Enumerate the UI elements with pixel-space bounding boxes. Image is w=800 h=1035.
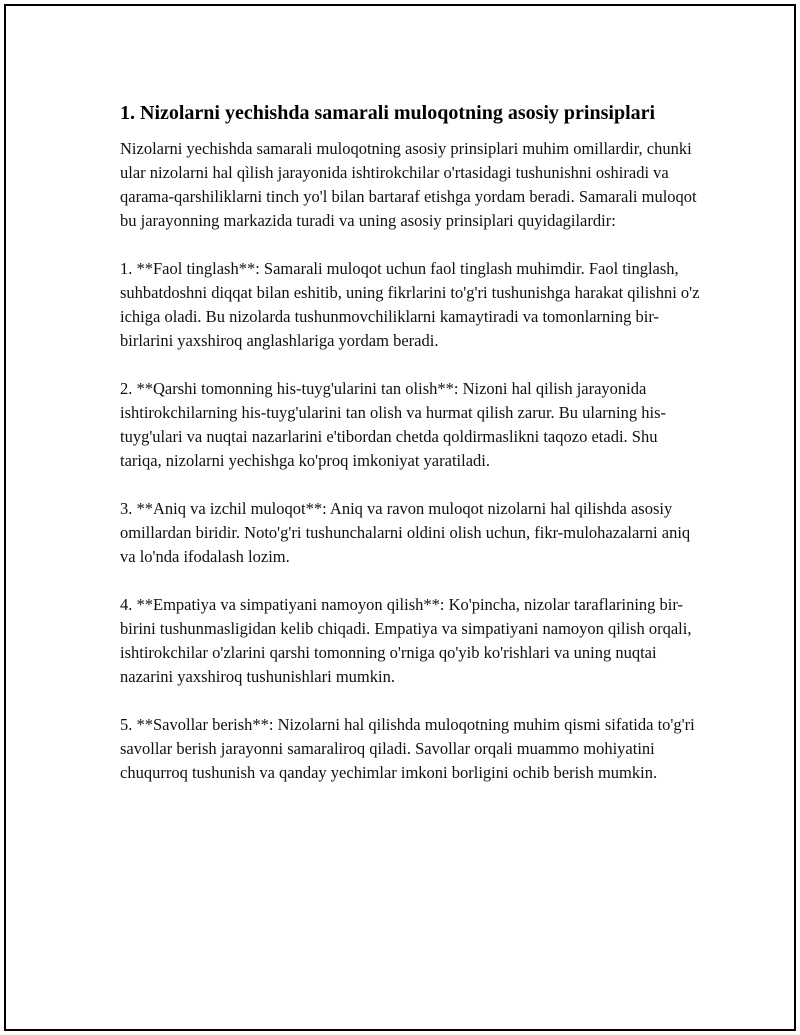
principle-acknowledge-feelings: 2. **Qarshi tomonning his-tuyg'ularini tan olish**: Nizoni hal qilish jarayonida ishtirokchilarning his-tuyg'ularini tan olish va hurmat qilish zarur. Bu ularning his-tuyg'ulari va nuqtai nazarlarini e'tibordan chetda qoldirmaslikni taqozo etadi. Shu tariqa, nizolarni yechishga ko'proq imkoniyat yaratiladi. bbox=[120, 379, 667, 470]
intro-paragraph: Nizolarni yechishda samarali muloqotning asosiy prinsiplari muhim omillardir, chunki ular nizolarni hal qìlish jarayonida ishtirokchilar o'rtasidagi tushunishni oshiradi va qarama-qarshiliklarni tinch yo'l bilan bartaraf etishga yordam beradi. Samarali muloqot bu jarayonning markazida turadi va uning asosiy prinsiplari quyidagilardir: bbox=[120, 139, 697, 230]
document-body bbox=[120, 100, 700, 785]
document-title: 1. Nizolarni yechishda samarali muloqotning asosiy prinsiplari bbox=[120, 102, 656, 124]
principle-active-listening: 1. **Faol tinglash**: Samarali muloqot uchun faol tinglash muhimdir. Faol tinglash, suhbatdoshni diqqat bilan eshitib, uning fikrlarini to'g'ri tushunishga harakat qilishni o'z ichiga oladi. Bu nizolarda tushunmovchiliklarni kamaytiradi va tomonlarning bir-birlarini yaxshiroq anglashlariga yordam beradi. bbox=[120, 259, 700, 350]
principle-asking-questions: 5. **Savollar berish**: Nizolarni hal qilishda muloqotning muhim qismi sifatida to'g'ri savollar berish jarayonni samaraliroq qiladi. Savollar orqali muammo mohiyatini chuqurroq tushunish va qanday yechimlar imkoni borligini ochib berish mumkin. bbox=[120, 715, 695, 782]
principle-clear-communication: 3. **Aniq va izchil muloqot**: Aniq va ravon muloqot nizolarni hal qilishda asosiy omillardan biridir. Noto'g'ri tushunchalarni oldini olish uchun, fikr-mulohazalarni aniq va lo'nda ifodalash lozim. bbox=[120, 499, 691, 566]
page-frame bbox=[4, 4, 796, 1031]
principle-empathy: 4. **Empatiya va simpatiyani namoyon qilish**: Ko'pincha, nizolar taraflarining bir-birini tushunmasligidan kelib chiqadi. Empatiya va simpatiyani namoyon qilish orqali, ishtirokchilar o'zlarini qarshi tomonning o'rniga qo'yib ko'rishlari va uning nuqtai nazarini yaxshiroq tushunishlari mumkin. bbox=[120, 595, 692, 686]
